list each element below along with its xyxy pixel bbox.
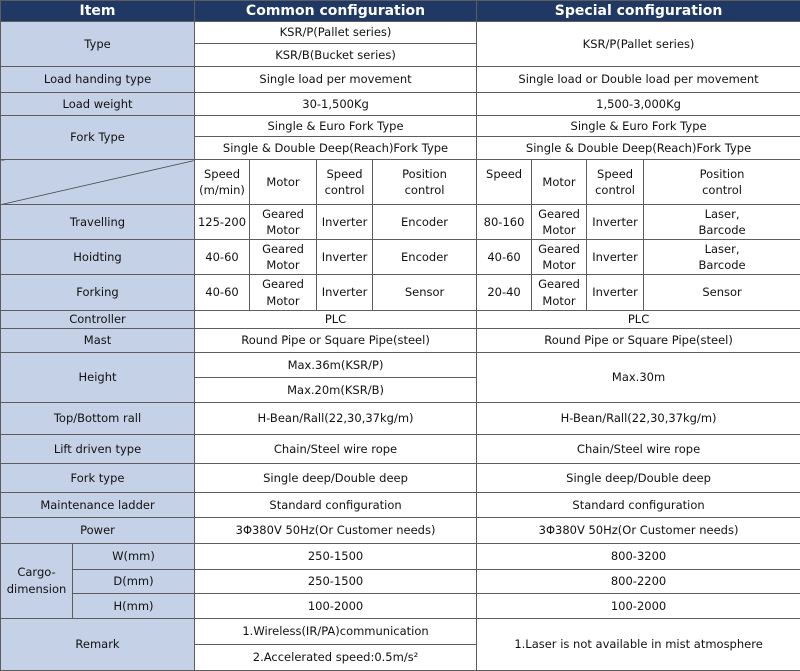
forking-special-position: Sensor	[644, 275, 800, 311]
cargo-w-label: W(mm)	[73, 543, 195, 569]
ladder-label: Maintenance ladder	[1, 492, 195, 517]
ladder-common: Standard configuration	[195, 492, 477, 517]
special-speed-header: Speed	[477, 160, 532, 205]
controller-label: Controller	[1, 311, 195, 329]
cargo-row-w	[1, 543, 800, 569]
forking-label: Forking	[1, 275, 195, 311]
type-special: KSR/P(Pallet series)	[477, 22, 800, 67]
lift-label: Lift driven type	[1, 434, 195, 463]
forking-common-position: Sensor	[373, 275, 477, 311]
special-speed-control-header: Speed control	[587, 160, 644, 205]
forking-special-speed: 20-40	[477, 275, 532, 311]
load-weight-label: Load weight	[1, 93, 195, 116]
height-common-1: Max.36m(KSR/P)	[195, 352, 477, 377]
hoisting-special-speed: 40-60	[477, 240, 532, 275]
type-row	[1, 22, 800, 44]
fork-type-special-1: Single & Euro Fork Type	[477, 116, 800, 137]
forking-common-speed: 40-60	[195, 275, 250, 311]
header-common: Common configuration	[195, 1, 477, 22]
common-motor-header: Motor	[250, 160, 317, 205]
forking-common-motor: Geared Motor	[250, 275, 317, 311]
hoisting-common-speed: 40-60	[195, 240, 250, 275]
hoisting-common-position: Encoder	[373, 240, 477, 275]
load-handling-label: Load handing type	[1, 67, 195, 93]
forking-special-speed-control: Inverter	[587, 275, 644, 311]
remark-row	[1, 618, 800, 644]
special-position-control-header: Position control	[644, 160, 800, 205]
travelling-common-motor: Geared Motor	[250, 205, 317, 240]
fork-type-label: Fork Type	[1, 116, 195, 160]
cargo-row-h	[1, 593, 800, 618]
forking-special-motor: Geared Motor	[532, 275, 587, 311]
height-row	[1, 352, 800, 377]
common-position-control-header: Position control	[373, 160, 477, 205]
fork-type-special-2: Single & Double Deep(Reach)Fork Type	[477, 137, 800, 160]
hoisting-row	[1, 240, 800, 275]
travelling-special-speed-control: Inverter	[587, 205, 644, 240]
load-handling-row	[1, 67, 800, 93]
rail-common: H-Bean/Rall(22,30,37kg/m)	[195, 402, 477, 434]
controller-special: PLC	[477, 311, 800, 329]
fork-type-common-1: Single & Euro Fork Type	[195, 116, 477, 137]
load-handling-common: Single load per movement	[195, 67, 477, 93]
cargo-w-special: 800-3200	[477, 543, 800, 569]
lift-common: Chain/Steel wire rope	[195, 434, 477, 463]
hoisting-label: Hoidting	[1, 240, 195, 275]
mast-common: Round Pipe or Square Pipe(steel)	[195, 328, 477, 352]
fork-label: Fork type	[1, 463, 195, 492]
lift-row	[1, 434, 800, 463]
power-common: 3Φ380V 50Hz(Or Customer needs)	[195, 517, 477, 543]
cargo-h-special: 100-2000	[477, 593, 800, 618]
header-special: Special configuration	[477, 1, 800, 22]
diagonal-corner-cell	[1, 160, 195, 205]
power-label: Power	[1, 517, 195, 543]
motion-header-row	[1, 160, 800, 205]
travelling-common-speed-control: Inverter	[317, 205, 373, 240]
hoisting-special-motor: Geared Motor	[532, 240, 587, 275]
travelling-label: Travelling	[1, 205, 195, 240]
fork-special: Single deep/Double deep	[477, 463, 800, 492]
cargo-row-d	[1, 569, 800, 593]
remark-common-1: 1.Wireless(IR/PA)communication	[195, 618, 477, 644]
forking-common-speed-control: Inverter	[317, 275, 373, 311]
height-label: Height	[1, 352, 195, 402]
travelling-special-speed: 80-160	[477, 205, 532, 240]
power-row	[1, 517, 800, 543]
rail-special: H-Bean/Rall(22,30,37kg/m)	[477, 402, 800, 434]
cargo-d-special: 800-2200	[477, 569, 800, 593]
rail-label: Top/Bottom rall	[1, 402, 195, 434]
fork-type-common-2: Single & Double Deep(Reach)Fork Type	[195, 137, 477, 160]
controller-row	[1, 311, 800, 329]
cargo-d-label: D(mm)	[73, 569, 195, 593]
rail-row	[1, 402, 800, 434]
controller-common: PLC	[195, 311, 477, 329]
cargo-w-common: 250-1500	[195, 543, 477, 569]
cargo-h-common: 100-2000	[195, 593, 477, 618]
special-motor-header: Motor	[532, 160, 587, 205]
travelling-row	[1, 205, 800, 240]
travelling-special-motor: Geared Motor	[532, 205, 587, 240]
type-label: Type	[1, 22, 195, 67]
header-row	[1, 1, 800, 22]
height-special: Max.30m	[477, 352, 800, 402]
load-handling-special: Single load or Double load per movement	[477, 67, 800, 93]
mast-special: Round Pipe or Square Pipe(steel)	[477, 328, 800, 352]
mast-row	[1, 328, 800, 352]
remark-common-2: 2.Accelerated speed:0.5m/s²	[195, 644, 477, 670]
travelling-common-position: Encoder	[373, 205, 477, 240]
common-speed-header: Speed (m/min)	[195, 160, 250, 205]
hoisting-common-speed-control: Inverter	[317, 240, 373, 275]
cargo-h-label: H(mm)	[73, 593, 195, 618]
type-common-1: KSR/P(Pallet series)	[195, 22, 477, 44]
hoisting-special-speed-control: Inverter	[587, 240, 644, 275]
ladder-special: Standard configuration	[477, 492, 800, 517]
hoisting-special-position: Laser, Barcode	[644, 240, 800, 275]
fork-type-row	[1, 116, 800, 137]
header-item: Item	[1, 1, 195, 22]
common-speed-control-header: Speed control	[317, 160, 373, 205]
remark-special: 1.Laser is not available in mist atmosphere	[477, 618, 800, 670]
height-common-2: Max.20m(KSR/B)	[195, 377, 477, 402]
cargo-d-common: 250-1500	[195, 569, 477, 593]
fork-common: Single deep/Double deep	[195, 463, 477, 492]
cargo-dimension-label: Cargo- dimension	[1, 543, 73, 618]
type-common-2: KSR/B(Bucket series)	[195, 44, 477, 67]
travelling-special-position: Laser, Barcode	[644, 205, 800, 240]
remark-label: Remark	[1, 618, 195, 670]
lift-special: Chain/Steel wire rope	[477, 434, 800, 463]
travelling-common-speed: 125-200	[195, 205, 250, 240]
load-weight-row	[1, 93, 800, 116]
load-weight-common: 30-1,500Kg	[195, 93, 477, 116]
load-weight-special: 1,500-3,000Kg	[477, 93, 800, 116]
forking-row	[1, 275, 800, 311]
mast-label: Mast	[1, 328, 195, 352]
power-special: 3Φ380V 50Hz(Or Customer needs)	[477, 517, 800, 543]
fork-row	[1, 463, 800, 492]
hoisting-common-motor: Geared Motor	[250, 240, 317, 275]
ladder-row	[1, 492, 800, 517]
